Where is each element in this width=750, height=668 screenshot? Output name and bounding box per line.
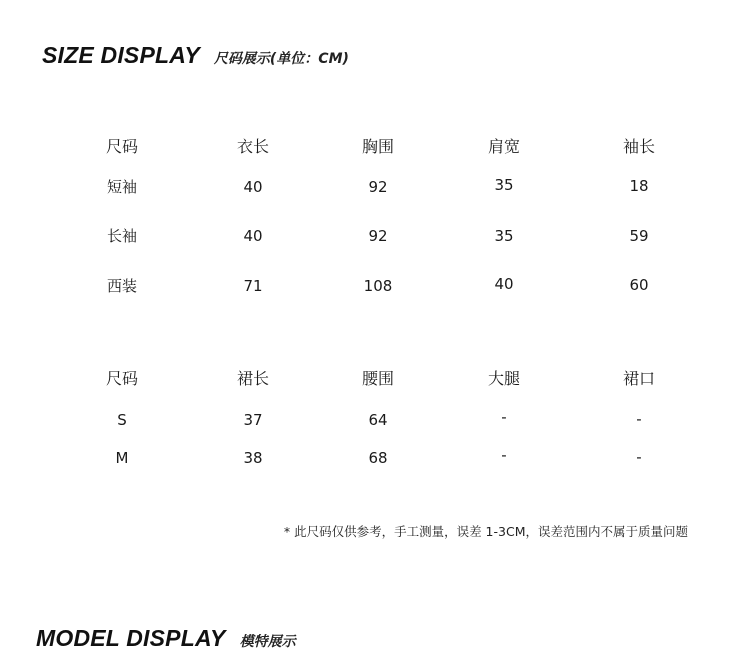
cell-length: 40 [243,227,263,245]
table-row [0,175,750,199]
top-header-size: 尺码 [105,137,138,156]
cell-waist: 68 [368,449,388,467]
row-label: 长袖 [106,227,137,245]
top-table-header-row [0,135,750,159]
cell-thigh: - [501,408,507,426]
model-display-heading [36,625,296,652]
cell-chest: 92 [368,178,388,196]
row-label: 西装 [106,277,137,295]
model-display-title-en: MODEL DISPLAY [36,625,226,651]
size-display-heading [42,42,349,69]
cell-sleeve: 59 [629,227,649,245]
table-row [0,446,750,470]
model-display-title-zh: 模特展示 [239,634,296,650]
measurement-note: * 此尺码仅供参考，手工测量，误差 1-3CM，误差范围内不属于质量问题 [283,524,688,539]
cell-chest: 108 [363,277,393,295]
row-label: 短袖 [106,178,137,196]
bottom-header-waist: 腰围 [361,369,394,388]
row-label: S [117,411,127,429]
bottom-table-header-row [0,367,750,391]
cell-length: 40 [243,178,263,196]
table-row [0,408,750,432]
table-row [0,274,750,298]
cell-hem: - [636,448,642,466]
row-label: M [115,449,129,467]
bottom-header-size: 尺码 [105,369,138,388]
cell-waist: 64 [368,411,388,429]
size-display-title-zh: 尺码展示(单位：CM) [213,51,349,67]
cell-shoulder: 40 [494,275,514,293]
top-header-length: 衣长 [236,137,269,156]
cell-skirt-length: 37 [243,411,263,429]
bottom-header-skirt-length: 裙长 [236,369,269,388]
bottom-header-thigh: 大腿 [487,369,520,388]
table-row [0,224,750,248]
cell-skirt-length: 38 [243,449,263,467]
top-header-shoulder: 肩宽 [487,137,520,156]
cell-hem: - [636,410,642,428]
cell-length: 71 [243,277,263,295]
bottom-header-hem: 裙口 [622,369,655,388]
cell-thigh: - [501,446,507,464]
top-header-chest: 胸围 [361,137,394,156]
cell-sleeve: 18 [629,177,649,195]
cell-sleeve: 60 [629,276,649,294]
top-header-sleeve: 袖长 [622,137,655,156]
cell-shoulder: 35 [494,176,514,194]
cell-chest: 92 [368,227,388,245]
size-display-title-en: SIZE DISPLAY [42,42,200,68]
cell-shoulder: 35 [494,227,514,245]
